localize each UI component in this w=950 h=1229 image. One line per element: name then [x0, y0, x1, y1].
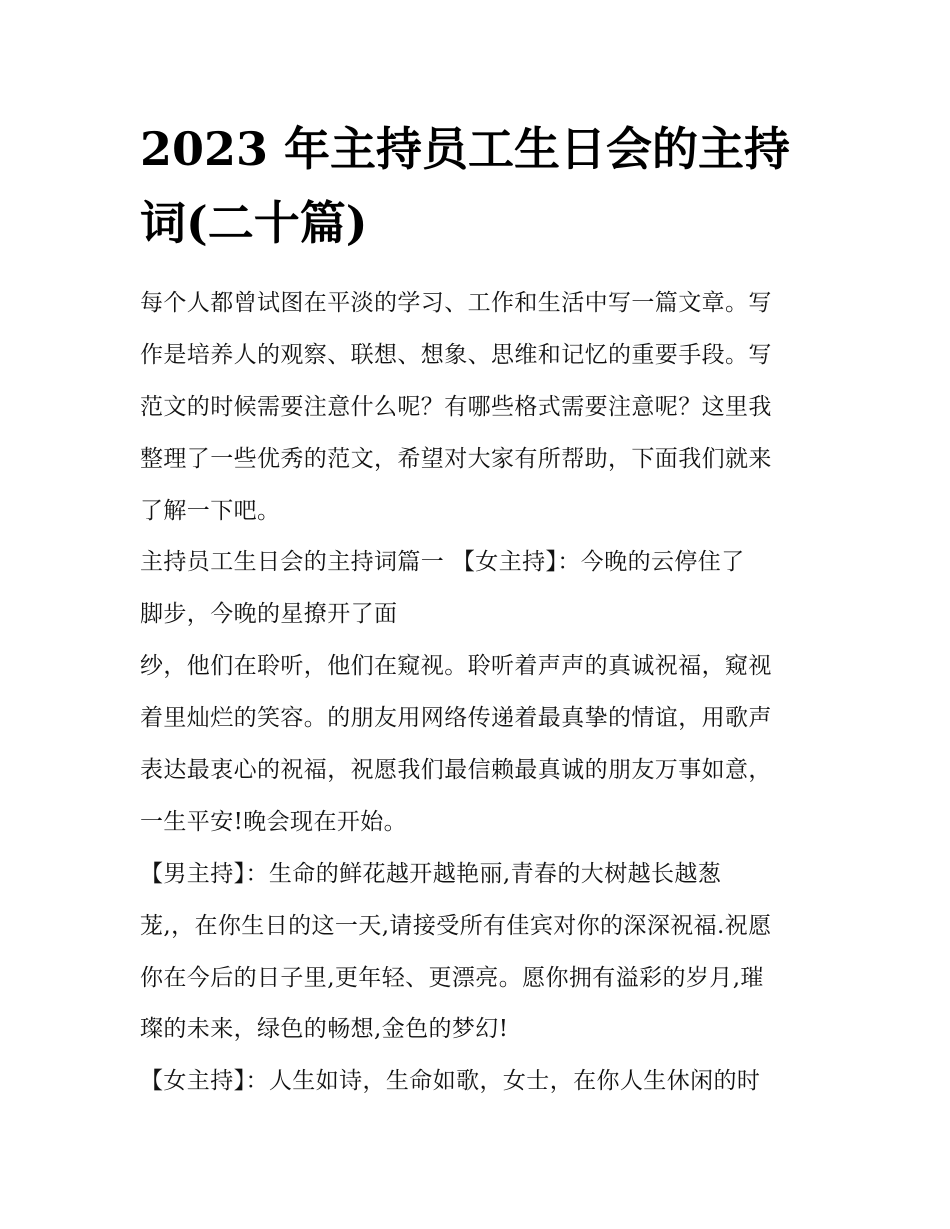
document-title: [140, 112, 840, 260]
body-line: 每个人都曾试图在平淡的学习、工作和生活中写一篇文章。写: [140, 290, 772, 316]
title-line: 2023 年主持员工生日会的主持: [140, 122, 791, 176]
body-line: 作是培养人的观察、联想、想象、思维和记忆的重要手段。写: [140, 341, 772, 368]
title-line: 词(二十篇): [140, 196, 368, 250]
body-line: 璨的未来，绿色的畅想,金色的梦幻!: [140, 1016, 509, 1043]
body-line: 了解一下吧。: [140, 497, 281, 524]
body-line: 茏,，在你生日的这一天,请接受所有佳宾对你的深深祝福.祝愿: [140, 912, 772, 939]
body-line: 一生平安!晚会现在开始。: [140, 808, 408, 835]
body-line: 主持员工生日会的主持词篇一 【女主持】：今晚的云停住了: [140, 549, 745, 576]
body-line: 纱，他们在聆听，他们在窥视。聆听着声声的真诚祝福，窥视: [140, 653, 772, 680]
body-line: 【男主持】：生命的鲜花越开越艳丽,青春的大树越长越葱: [140, 860, 722, 887]
body-line: 【女主持】：人生如诗，生命如歌，女士，在你人生休闲的时: [140, 1068, 761, 1095]
body-line: 范文的时候需要注意什么呢？有哪些格式需要注意呢？这里我: [140, 393, 772, 420]
body-line: 脚步，今晚的星撩开了面: [140, 601, 398, 628]
document-body: [140, 278, 820, 1108]
body-line: 表达最衷心的祝福，祝愿我们最信赖最真诚的朋友万事如意，: [140, 757, 772, 784]
body-line: 着里灿烂的笑容。的朋友用网络传递着最真挚的情谊，用歌声: [140, 705, 772, 732]
body-line: 整理了一些优秀的范文，希望对大家有所帮助，下面我们就来: [140, 445, 772, 472]
body-line: 你在今后的日子里,更年轻、更漂亮。愿你拥有溢彩的岁月,璀: [140, 964, 764, 991]
